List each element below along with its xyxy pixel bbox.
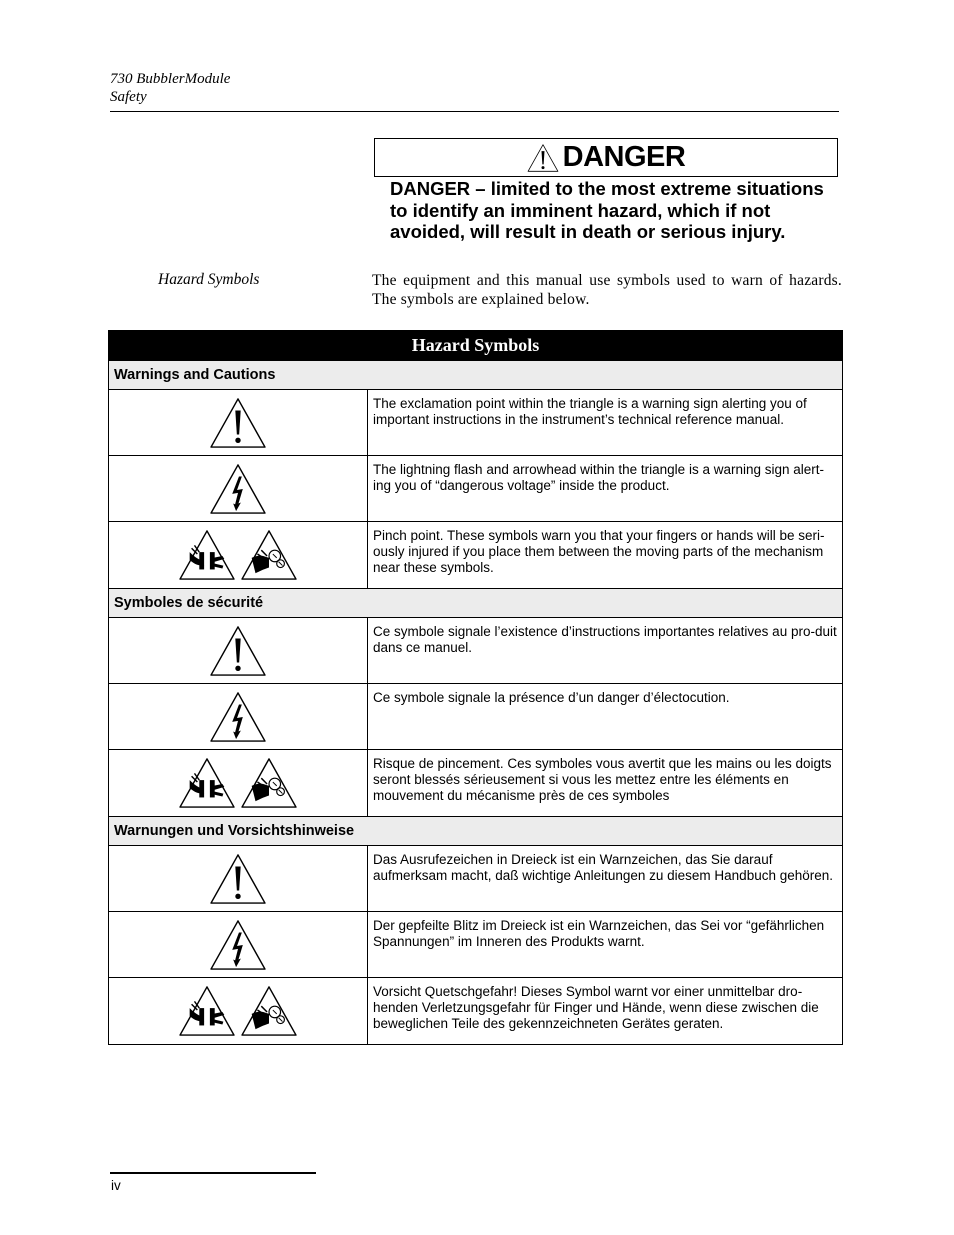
footer-rule — [110, 1172, 316, 1174]
table-row — [109, 911, 842, 977]
lightning-triangle-icon — [209, 463, 267, 515]
table-row — [109, 977, 842, 1044]
table-row — [109, 617, 842, 683]
row-description: Ce symbole signale l’existence d’instructions importantes relatives au pro-duit dans ce manuel. — [373, 624, 837, 655]
exclamation-triangle-icon — [209, 397, 267, 449]
lightning-triangle-icon — [209, 919, 267, 971]
section-heading-francais: Symboles de sécurité — [109, 588, 842, 617]
crush-hand-icon — [240, 757, 298, 809]
section-heading-warnings: Warnings and Cautions — [109, 360, 842, 389]
table-row — [109, 521, 842, 588]
crush-hand-icon — [240, 985, 298, 1037]
row-description: Pinch point. These symbols warn you that your fingers or hands will be seri-ously injured if you place them between the moving parts of the mechanism near these symbols. — [373, 528, 825, 575]
pinch-point-icon — [178, 757, 236, 809]
pinch-point-icon — [178, 529, 236, 581]
row-description: Risque de pincement. Ces symboles vous avertit que les mains ou les doigts seront blessés sérieusement si vous les mettez entre les éléments en mouvement du mécanisme près de ces symboles — [373, 756, 832, 803]
row-description: The lightning flash and arrowhead within the triangle is a warning sign alert-ing you of “dangerous voltage” inside the product. — [373, 462, 825, 493]
page-number: iv — [111, 1178, 121, 1193]
intro-paragraph: The equipment and this manual use symbols used to warn of hazards. The symbols are explained below. — [372, 272, 842, 308]
table-row — [109, 749, 842, 816]
section-heading-deutsch: Warnungen und Vorsichtshinweise — [109, 816, 842, 845]
danger-warning-icon — [527, 143, 559, 173]
row-description: The exclamation point within the triangle is a warning sign alerting you of important instructions in the instrument’s technical reference manual. — [373, 396, 807, 427]
pinch-point-icon — [178, 985, 236, 1037]
crush-hand-icon — [240, 529, 298, 581]
header-subtitle: Safety — [110, 89, 147, 105]
table-row — [109, 389, 842, 455]
danger-title: DANGER — [562, 141, 686, 173]
table-row — [109, 683, 842, 749]
header-rule — [110, 111, 839, 112]
table-row — [109, 845, 842, 911]
danger-banner — [374, 138, 838, 177]
row-description: Der gepfeilte Blitz im Dreieck ist ein Warnzeichen, das Sei vor “gefährlichen Spannungen” im Inneren des Produkts warnt. — [373, 918, 825, 949]
danger-description: DANGER – limited to the most extreme situations to identify an imminent hazard, which if not avoided, will result in death or serious injury. — [390, 178, 824, 242]
section-side-label: Hazard Symbols — [158, 271, 260, 288]
table-title: Hazard Symbols — [109, 331, 842, 360]
header-title: 730 BubblerModule — [110, 71, 231, 87]
hazard-symbols-table — [108, 330, 843, 1045]
row-description: Vorsicht Quetschgefahr! Dieses Symbol warnt vor einer unmittelbar dro-henden Verletzungsgefahr für Finger und Hände, wenn diese zwischen die beweglichen Teile des gekennzeichneten Gerätes geraten. — [373, 984, 819, 1031]
exclamation-triangle-icon — [209, 625, 267, 677]
row-description: Ce symbole signale la présence d’un danger d’électocution. — [373, 690, 730, 705]
exclamation-triangle-icon — [209, 853, 267, 905]
table-row — [109, 455, 842, 521]
lightning-triangle-icon — [209, 691, 267, 743]
running-header — [110, 70, 838, 106]
row-description: Das Ausrufezeichen in Dreieck ist ein Warnzeichen, das Sie darauf aufmerksam macht, daß wichtige Anleitungen zu diesem Handbuch gehören. — [373, 852, 834, 883]
